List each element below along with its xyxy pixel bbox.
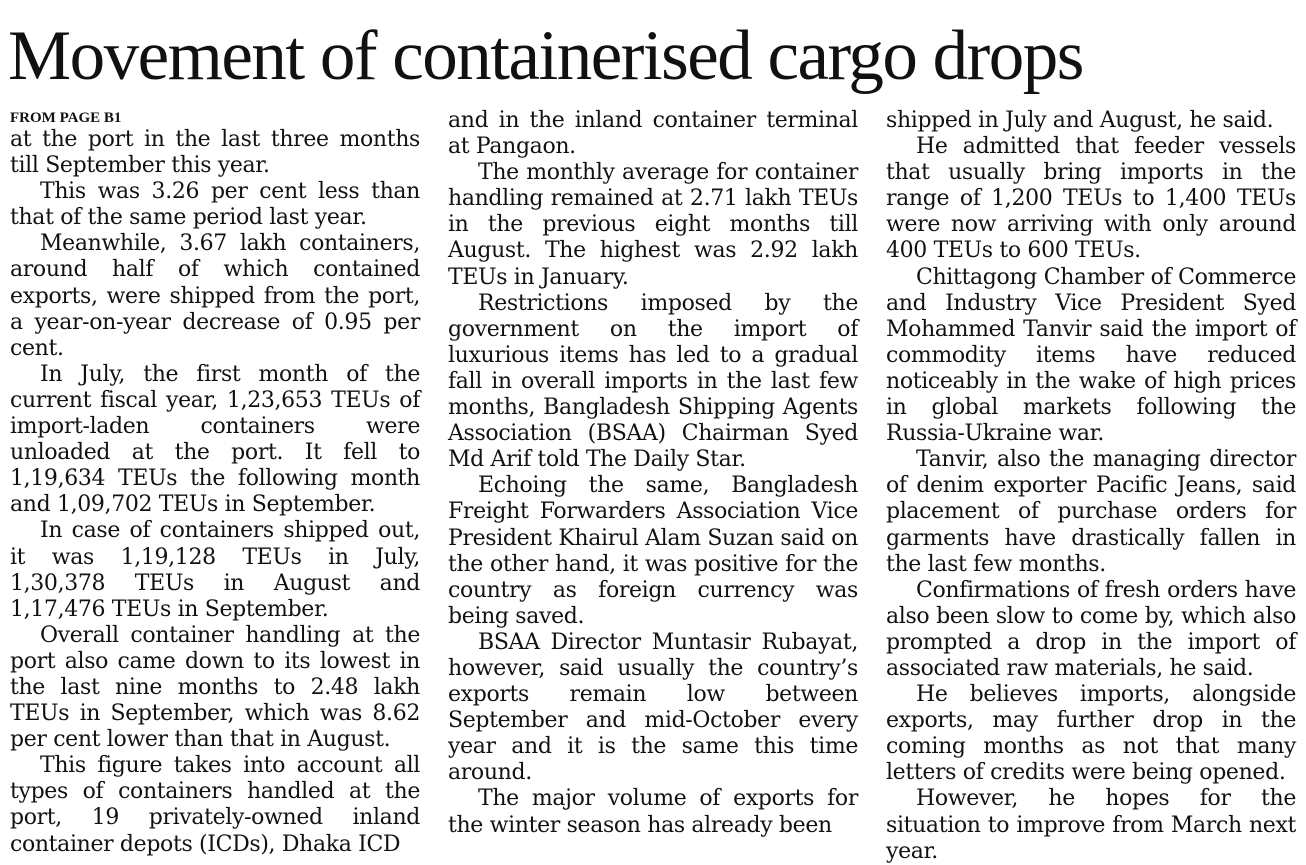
- paragraph: Tanvir, also the managing director of denim exporter Pacific Jeans, said placement of purchase orders for garments have drastically fallen in the last few months.: [886, 447, 1296, 577]
- paragraph: shipped in July and August, he said.: [886, 108, 1274, 133]
- article-column-3: [886, 108, 1296, 865]
- paragraph: at the port in the last three months till September this year.: [10, 127, 420, 179]
- article-column-1: [10, 108, 420, 858]
- paragraph: However, he hopes for the situation to improve from March next year.: [886, 786, 1296, 864]
- paragraph: and in the inland container terminal at Pangaon.: [448, 108, 858, 160]
- paragraph: BSAA Director Muntasir Rubayat, however, said usually the country’s exports remain low between September and mid-October every year and it is the same this time around.: [448, 629, 858, 786]
- headline: Movement of containerised cargo drops: [8, 17, 1083, 95]
- paragraph: In July, the first month of the current fiscal year, 1,23,653 TEUs of import-laden containers were unloaded at the port. It fell to 1,19,634 TEUs the following month and 1,09,702 TEUs in September.: [10, 361, 420, 518]
- paragraph: This was 3.26 per cent less than that of the same period last year.: [10, 179, 420, 231]
- paragraph: Restrictions imposed by the government on the import of luxurious items has led to a gradual fall in overall imports in the last few months, Bangladesh Shipping Agents Association (BSAA) Chairman Syed Md Arif told The Daily Star.: [448, 290, 858, 473]
- paragraph: He believes imports, alongside exports, may further drop in the coming months as not that many letters of credits were being opened.: [886, 682, 1296, 786]
- paragraph: Meanwhile, 3.67 lakh containers, around half of which contained exports, were shipped from the port, a year-on-year decrease of 0.95 per cent.: [10, 231, 420, 361]
- paragraph: This figure takes into account all types of containers handled at the port, 19 privately-owned inland container depots (ICDs), Dhaka ICD: [10, 753, 420, 857]
- paragraph: He admitted that feeder vessels that usually bring imports in the range of 1,200 TEUs to 1,400 TEUs were now arriving with only around 400 TEUs to 600 TEUs.: [886, 134, 1296, 264]
- paragraph: Echoing the same, Bangladesh Freight Forwarders Association Vice President Khairul Alam Suzan said on the other hand, it was positive for the country as foreign currency was being saved.: [448, 473, 858, 629]
- paragraph: Overall container handling at the port also came down to its lowest in the last nine months to 2.48 lakh TEUs in September, which was 8.62 per cent lower than that in August.: [10, 622, 420, 753]
- paragraph: Confirmations of fresh orders have also been slow to come by, which also prompted a drop in the import of associated raw materials, he said.: [886, 577, 1296, 681]
- paragraph: Chittagong Chamber of Commerce and Industry Vice President Syed Mohammed Tanvir said the import of commodity items have reduced noticeably in the wake of high prices in global markets following the Russia-Ukraine war.: [886, 264, 1296, 447]
- paragraph: In case of containers shipped out, it was 1,19,128 TEUs in July, 1,30,378 TEUs in August and 1,17,476 TEUs in September.: [10, 518, 420, 622]
- continuation-kicker: FROM PAGE B1: [10, 110, 122, 126]
- article-column-2: [448, 108, 858, 839]
- paragraph: The major volume of exports for the winter season has already been: [448, 786, 858, 838]
- paragraph: The monthly average for container handling remained at 2.71 lakh TEUs in the previous eight months till August. The highest was 2.92 lakh TEUs in January.: [448, 160, 858, 290]
